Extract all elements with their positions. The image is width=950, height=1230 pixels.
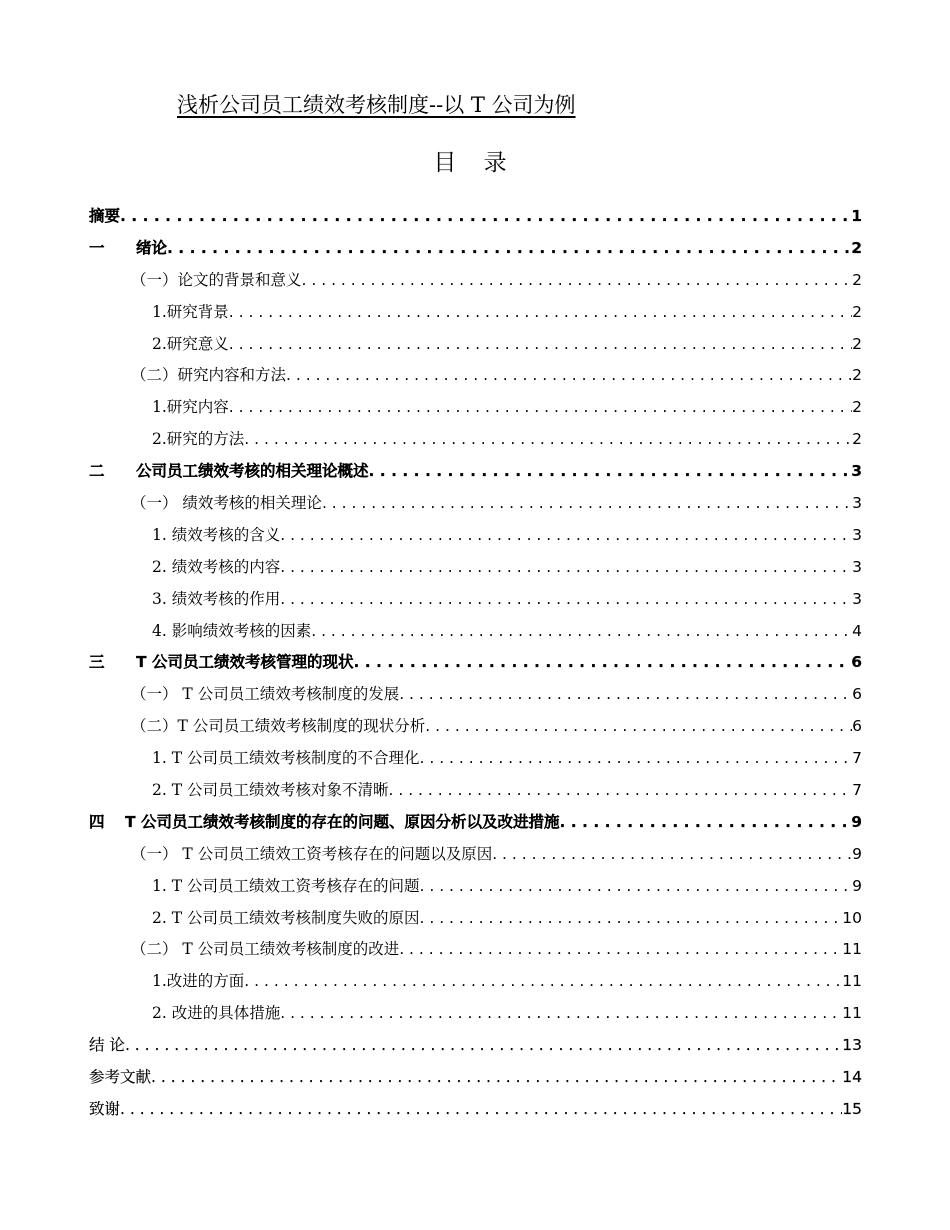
toc-entry-section[interactable] <box>89 934 862 966</box>
toc-entry-page: 3 <box>852 589 862 608</box>
toc-entry-subsection[interactable] <box>89 552 862 584</box>
toc-dot-leader <box>286 360 852 392</box>
toc-dot-leader <box>492 839 852 871</box>
toc-entry-page: 3 <box>852 494 862 513</box>
toc-entry-subsection[interactable] <box>89 424 862 456</box>
toc-entry-abstract[interactable] <box>89 201 862 233</box>
toc-entry-page: 6 <box>852 685 862 704</box>
toc-entry-chapter-4[interactable] <box>89 807 862 839</box>
toc-entry-chapter-2[interactable] <box>89 456 862 488</box>
toc-heading: 目 录 <box>433 150 517 176</box>
toc-entry-page: 6 <box>852 717 862 736</box>
toc-entry-label: 参考文献 <box>89 1068 152 1087</box>
toc-entry-subsection[interactable] <box>89 584 862 616</box>
toc-entry-label: （一）论文的背景和意义 <box>131 270 302 289</box>
toc-entry-subsection[interactable] <box>89 871 862 903</box>
toc-entry-page: 3 <box>852 525 862 544</box>
toc-entry-page: 6 <box>851 653 862 672</box>
toc-entry-label: 2. 绩效考核的内容 <box>152 557 281 576</box>
toc-entry-subsection[interactable] <box>89 392 862 424</box>
toc-entry-page: 3 <box>852 557 862 576</box>
toc-entry-label: （二）T 公司员工绩效考核制度的现状分析 <box>131 717 426 736</box>
toc-entry-page: 7 <box>852 781 862 800</box>
toc-entry-label: 1. 绩效考核的含义 <box>152 525 281 544</box>
toc-entry-label: 摘要 <box>89 207 121 225</box>
toc-entry-label: 绪论 <box>136 238 168 257</box>
toc-entry-label: （一） T 公司员工绩效考核制度的发展 <box>131 685 400 704</box>
toc-dot-leader <box>280 520 852 552</box>
toc-dot-leader <box>419 903 842 935</box>
toc-entry-label: 公司员工绩效考核的相关理论概述 <box>136 462 369 481</box>
toc-entry-label: 3. 绩效考核的作用 <box>152 589 281 608</box>
toc-entry-chapter-3[interactable] <box>89 647 862 679</box>
toc-dot-leader <box>151 1062 842 1094</box>
toc-entry-label: 2.研究的方法 <box>152 430 245 449</box>
toc-entry-label: （一） 绩效考核的相关理论 <box>131 494 322 513</box>
toc-entry-subsection[interactable] <box>89 903 862 935</box>
toc-dot-leader <box>399 934 842 966</box>
toc-chapter-number: 四 <box>89 812 105 831</box>
toc-entry-section[interactable] <box>89 679 862 711</box>
toc-entry-page: 2 <box>851 238 862 257</box>
toc-entry-references[interactable] <box>89 1062 862 1094</box>
toc-entry-page: 4 <box>852 621 862 640</box>
toc-entry-label: 1.研究内容 <box>152 398 229 417</box>
toc-entry-label: 1.研究背景 <box>152 302 229 321</box>
toc-entry-subsection[interactable] <box>89 520 862 552</box>
toc-entry-label: 结 论 <box>89 1036 125 1055</box>
toc-entry-page: 14 <box>842 1068 862 1087</box>
toc-entry-conclusion[interactable] <box>89 1030 862 1062</box>
toc-entry-subsection[interactable] <box>89 329 862 361</box>
toc-entry-label: 1. T 公司员工绩效工资考核存在的问题 <box>152 876 420 895</box>
toc-entry-label: （二）研究内容和方法 <box>131 366 287 385</box>
toc-entry-page: 15 <box>842 1099 862 1118</box>
toc-entry-label: 2. T 公司员工绩效考核制度失败的原因 <box>152 908 420 927</box>
toc-entry-label: T 公司员工绩效考核制度的存在的问题、原因分析以及改进措施 <box>125 812 560 831</box>
toc-entry-acknowledgements[interactable] <box>89 1094 862 1126</box>
toc-entry-label: 4. 影响绩效考核的因素 <box>152 621 312 640</box>
toc-dot-leader <box>419 871 852 903</box>
toc-entry-subsection[interactable] <box>89 966 862 998</box>
document-title: 浅析公司员工绩效考核制度--以 T 公司为例 <box>177 93 576 117</box>
toc-dot-leader <box>399 679 852 711</box>
toc-entry-label: 2. 改进的具体措施 <box>152 1004 281 1023</box>
toc-dot-leader <box>229 392 852 424</box>
toc-entry-page: 9 <box>852 876 862 895</box>
toc-dot-leader <box>244 966 842 998</box>
toc-entry-subsection[interactable] <box>89 743 862 775</box>
toc-entry-page: 9 <box>852 844 862 863</box>
toc-entry-page: 2 <box>852 366 862 385</box>
toc-entry-page: 9 <box>851 812 862 831</box>
toc-chapter-number: 三 <box>89 653 105 672</box>
toc-entry-page: 2 <box>852 334 862 353</box>
toc-entry-label: T 公司员工绩效考核管理的现状 <box>136 653 354 672</box>
toc-entry-page: 10 <box>842 908 862 927</box>
toc-entry-section[interactable] <box>89 488 862 520</box>
toc-dot-leader <box>425 711 852 743</box>
toc-dot-leader <box>125 1030 842 1062</box>
toc-dot-leader <box>167 233 851 265</box>
toc-entry-page: 7 <box>852 749 862 768</box>
toc-entry-label: 2.研究意义 <box>152 334 229 353</box>
toc-entry-label: 2. T 公司员工绩效考核对象不清晰 <box>152 781 389 800</box>
toc-dot-leader <box>302 265 853 297</box>
toc-dot-leader <box>229 297 852 329</box>
toc-entry-subsection[interactable] <box>89 998 862 1030</box>
toc-entry-section[interactable] <box>89 711 862 743</box>
toc-dot-leader <box>244 424 852 456</box>
toc-dot-leader <box>388 775 852 807</box>
toc-dot-leader <box>311 616 852 648</box>
toc-chapter-number: 一 <box>89 238 105 257</box>
toc-entry-page: 11 <box>842 940 862 959</box>
toc-entry-page: 11 <box>842 972 862 991</box>
toc-dot-leader <box>353 647 851 679</box>
toc-entry-page: 2 <box>852 398 862 417</box>
toc-chapter-number: 二 <box>89 462 105 481</box>
toc-dot-leader <box>369 456 852 488</box>
toc-entry-page: 2 <box>852 302 862 321</box>
toc-dot-leader <box>120 201 851 233</box>
toc-entry-label: （二） T 公司员工绩效考核制度的改进 <box>131 940 400 959</box>
toc-dot-leader <box>280 998 842 1030</box>
toc-entry-chapter-1[interactable] <box>89 233 862 265</box>
toc-entry-page: 11 <box>842 1004 862 1023</box>
toc-entry-subsection[interactable] <box>89 616 862 648</box>
toc-dot-leader <box>280 552 852 584</box>
toc-entry-subsection[interactable] <box>89 297 862 329</box>
toc-dot-leader <box>229 329 852 361</box>
toc-entry-label: 致谢 <box>89 1099 121 1118</box>
toc-dot-leader <box>322 488 852 520</box>
table-of-contents <box>89 201 862 1126</box>
toc-entry-label: 1.改进的方面 <box>152 972 245 991</box>
toc-entry-label: （一） T 公司员工绩效工资考核存在的问题以及原因 <box>131 844 493 863</box>
toc-entry-subsection[interactable] <box>89 775 862 807</box>
toc-dot-leader <box>559 807 851 839</box>
toc-entry-page: 13 <box>842 1036 862 1055</box>
toc-entry-page: 2 <box>852 270 862 289</box>
toc-dot-leader <box>280 584 852 616</box>
toc-entry-label: 1. T 公司员工绩效考核制度的不合理化 <box>152 749 420 768</box>
toc-entry-page: 2 <box>852 430 862 449</box>
toc-entry-section[interactable] <box>89 839 862 871</box>
toc-entry-section[interactable] <box>89 360 862 392</box>
toc-dot-leader <box>419 743 852 775</box>
toc-entry-page: 3 <box>851 462 862 481</box>
toc-entry-section[interactable] <box>89 265 862 297</box>
toc-dot-leader <box>120 1094 842 1126</box>
toc-entry-page: 1 <box>851 207 862 225</box>
